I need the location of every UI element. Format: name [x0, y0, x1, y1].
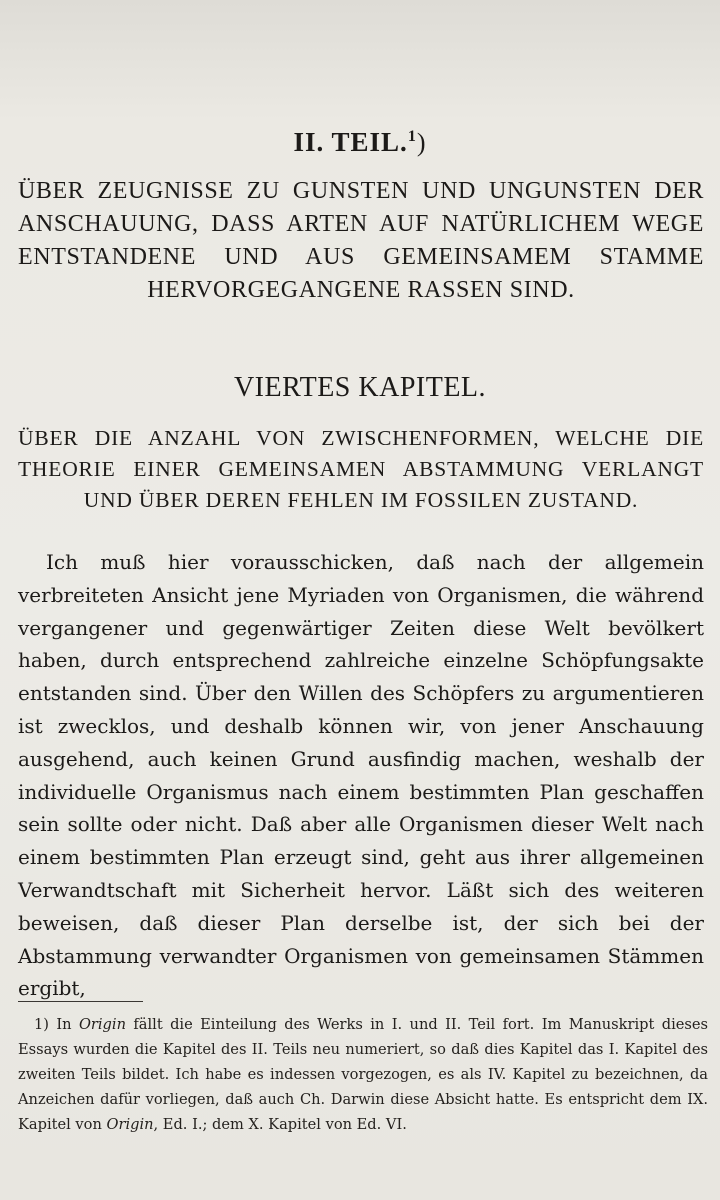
footnote-reference-paren: ) [416, 128, 427, 157]
part-heading [0, 127, 720, 158]
body-paragraph: Ich muß hier vorausschicken, daß nach der allgemein verbreiteten Ansicht jene Myriaden von Organismen, die während vergangener und gegenwärtiger Zeiten diese Welt bevölkert haben, durch entsprechend zahlreiche einzelne Schöpfungsakte entstanden sind. Über den Willen des Schöpfers zu argumentieren ist zwecklos, und deshalb können wir, von jener Anschauung ausgehend, auch keinen Grund ausfindig machen, weshalb der individuelle Organismus nach einem bestimmten Plan geschaffen sein sollte oder nicht. Daß aber alle Organismen dieser Welt nach einem bestimmten Plan erzeugt sind, geht aus ihrer allgemeinen Verwandtschaft mit Sicherheit hervor. Läßt sich des weiteren beweisen, daß dieser Plan derselbe ist, der sich bei der Abstammung verwandter Organismen von gemeinsamen Stämmen ergibt, [18, 550, 704, 1001]
chapter-subtitle: ÜBER DIE ANZAHL VON ZWISCHENFORMEN, WELCHE DIE THEORIE EINER GEMEINSAMEN ABSTAMMUNG VERLANGT UND ÜBER DEREN FEHLEN IM FOSSILEN ZUSTAND. [18, 426, 704, 512]
footnote-text: fällt die Einteilung des Werks in I. und II. Teil fort. Im Manuskript dieses Essays wurden die Kapitel des II. Teils neu numeriert, so daß dies Kapitel das I. Kapitel des zweiten Teils bildet. Ich habe es indessen vorgezogen, es als IV. Kapitel zu bezeichnen, da Anzeichen dafür vorliegen, daß auch Ch. Darwin diese Absicht hatte. Es entspricht dem IX. Kapitel von [18, 1016, 708, 1133]
footnote-text-end: , Ed. I.; dem X. Kapitel von Ed. VI. [153, 1116, 407, 1133]
part-title-text: II. TEIL. [293, 127, 408, 157]
footnote-marker: 1) In [34, 1016, 79, 1033]
footnote [18, 1012, 708, 1137]
footnote-divider [18, 1001, 143, 1002]
footnote-paragraph [18, 1012, 708, 1137]
footnote-origin-title: Origin [78, 1016, 126, 1033]
footnote-origin-title-2: Origin [106, 1116, 154, 1133]
chapter-title: VIERTES KAPITEL. [233, 372, 487, 403]
body-text [18, 546, 704, 1005]
footnote-reference[interactable]: 1 [407, 128, 417, 145]
part-subtitle: ÜBER ZEUGNISSE ZU GUNSTEN UND UNGUNSTEN DER ANSCHAUUNG, DASS ARTEN AUF NATÜRLICHEM WEGE ENTSTANDENE UND AUS GEMEINSAMEM STAMME HERVORGEGANGENE RASSEN SIND. [18, 178, 704, 303]
